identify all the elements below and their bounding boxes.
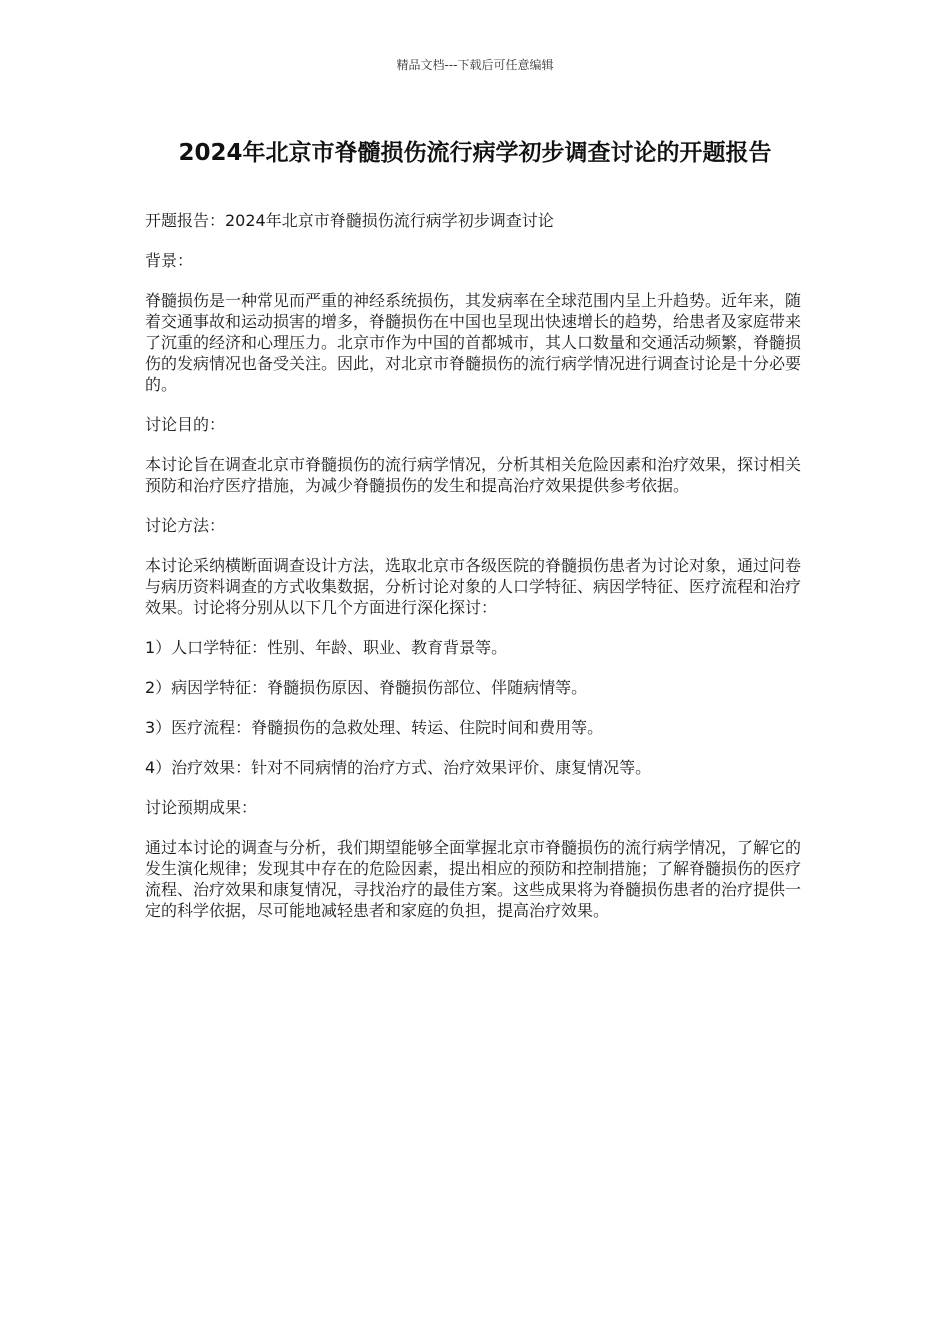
document-title: 2024年北京市脊髓损伤流行病学初步调查讨论的开题报告: [178, 140, 772, 166]
list-item: 2）病因学特征：脊髓损伤原因、脊髓损伤部位、伴随病情等。: [145, 678, 588, 697]
method-paragraph: 本讨论采纳横断面调查设计方法，选取北京市各级医院的脊髓损伤患者为讨论对象，通过问卷与病历资料调查的方式收集数据，分析讨论对象的人口学特征、病因学特征、医疗流程和治疗效果。讨论将分别从以下几个方面进行深化探讨：: [145, 556, 802, 617]
list-item: 3）医疗流程：脊髓损伤的急救处理、转运、住院时间和费用等。: [145, 718, 604, 737]
outcomes-paragraph: 通过本讨论的调查与分析，我们期望能够全面掌握北京市脊髓损伤的流行病学情况，了解它的发生演化规律；发现其中存在的危险因素，提出相应的预防和控制措施；了解脊髓损伤的医疗流程、治疗效果和康复情况，寻找治疗的最佳方案。这些成果将为脊髓损伤患者的治疗提供一定的科学依据，尽可能地减轻患者和家庭的负担，提高治疗效果。: [145, 838, 802, 920]
background-paragraph: 脊髓损伤是一种常见而严重的神经系统损伤，其发病率在全球范围内呈上升趋势。近年来，随着交通事故和运动损害的增多，脊髓损伤在中国也呈现出快速增长的趋势，给患者及家庭带来了沉重的经济和心理压力。北京市作为中国的首都城市，其人口数量和交通活动频繁，脊髓损伤的发病情况也备受关注。因此，对北京市脊髓损伤的流行病学情况进行调查讨论是十分必要的。: [145, 291, 802, 394]
section-heading-outcomes: 讨论预期成果：: [145, 798, 258, 817]
purpose-paragraph: 本讨论旨在调查北京市脊髓损伤的流行病学情况，分析其相关危险因素和治疗效果，探讨相关预防和治疗医疗措施，为减少脊髓损伤的发生和提高治疗效果提供参考依据。: [145, 455, 802, 495]
list-item: 1）人口学特征：性别、年龄、职业、教育背景等。: [145, 638, 508, 657]
section-heading-method: 讨论方法：: [145, 516, 226, 535]
report-subtitle: 开题报告：2024年北京市脊髓损伤流行病学初步调查讨论: [145, 211, 554, 230]
list-item: 4）治疗效果：针对不同病情的治疗方式、治疗效果评价、康复情况等。: [145, 758, 652, 777]
section-heading-purpose: 讨论目的：: [145, 415, 226, 434]
page-header: 精品文档---下载后可任意编辑: [396, 58, 554, 72]
section-heading-background: 背景：: [145, 251, 194, 270]
document-body: [145, 210, 807, 940]
